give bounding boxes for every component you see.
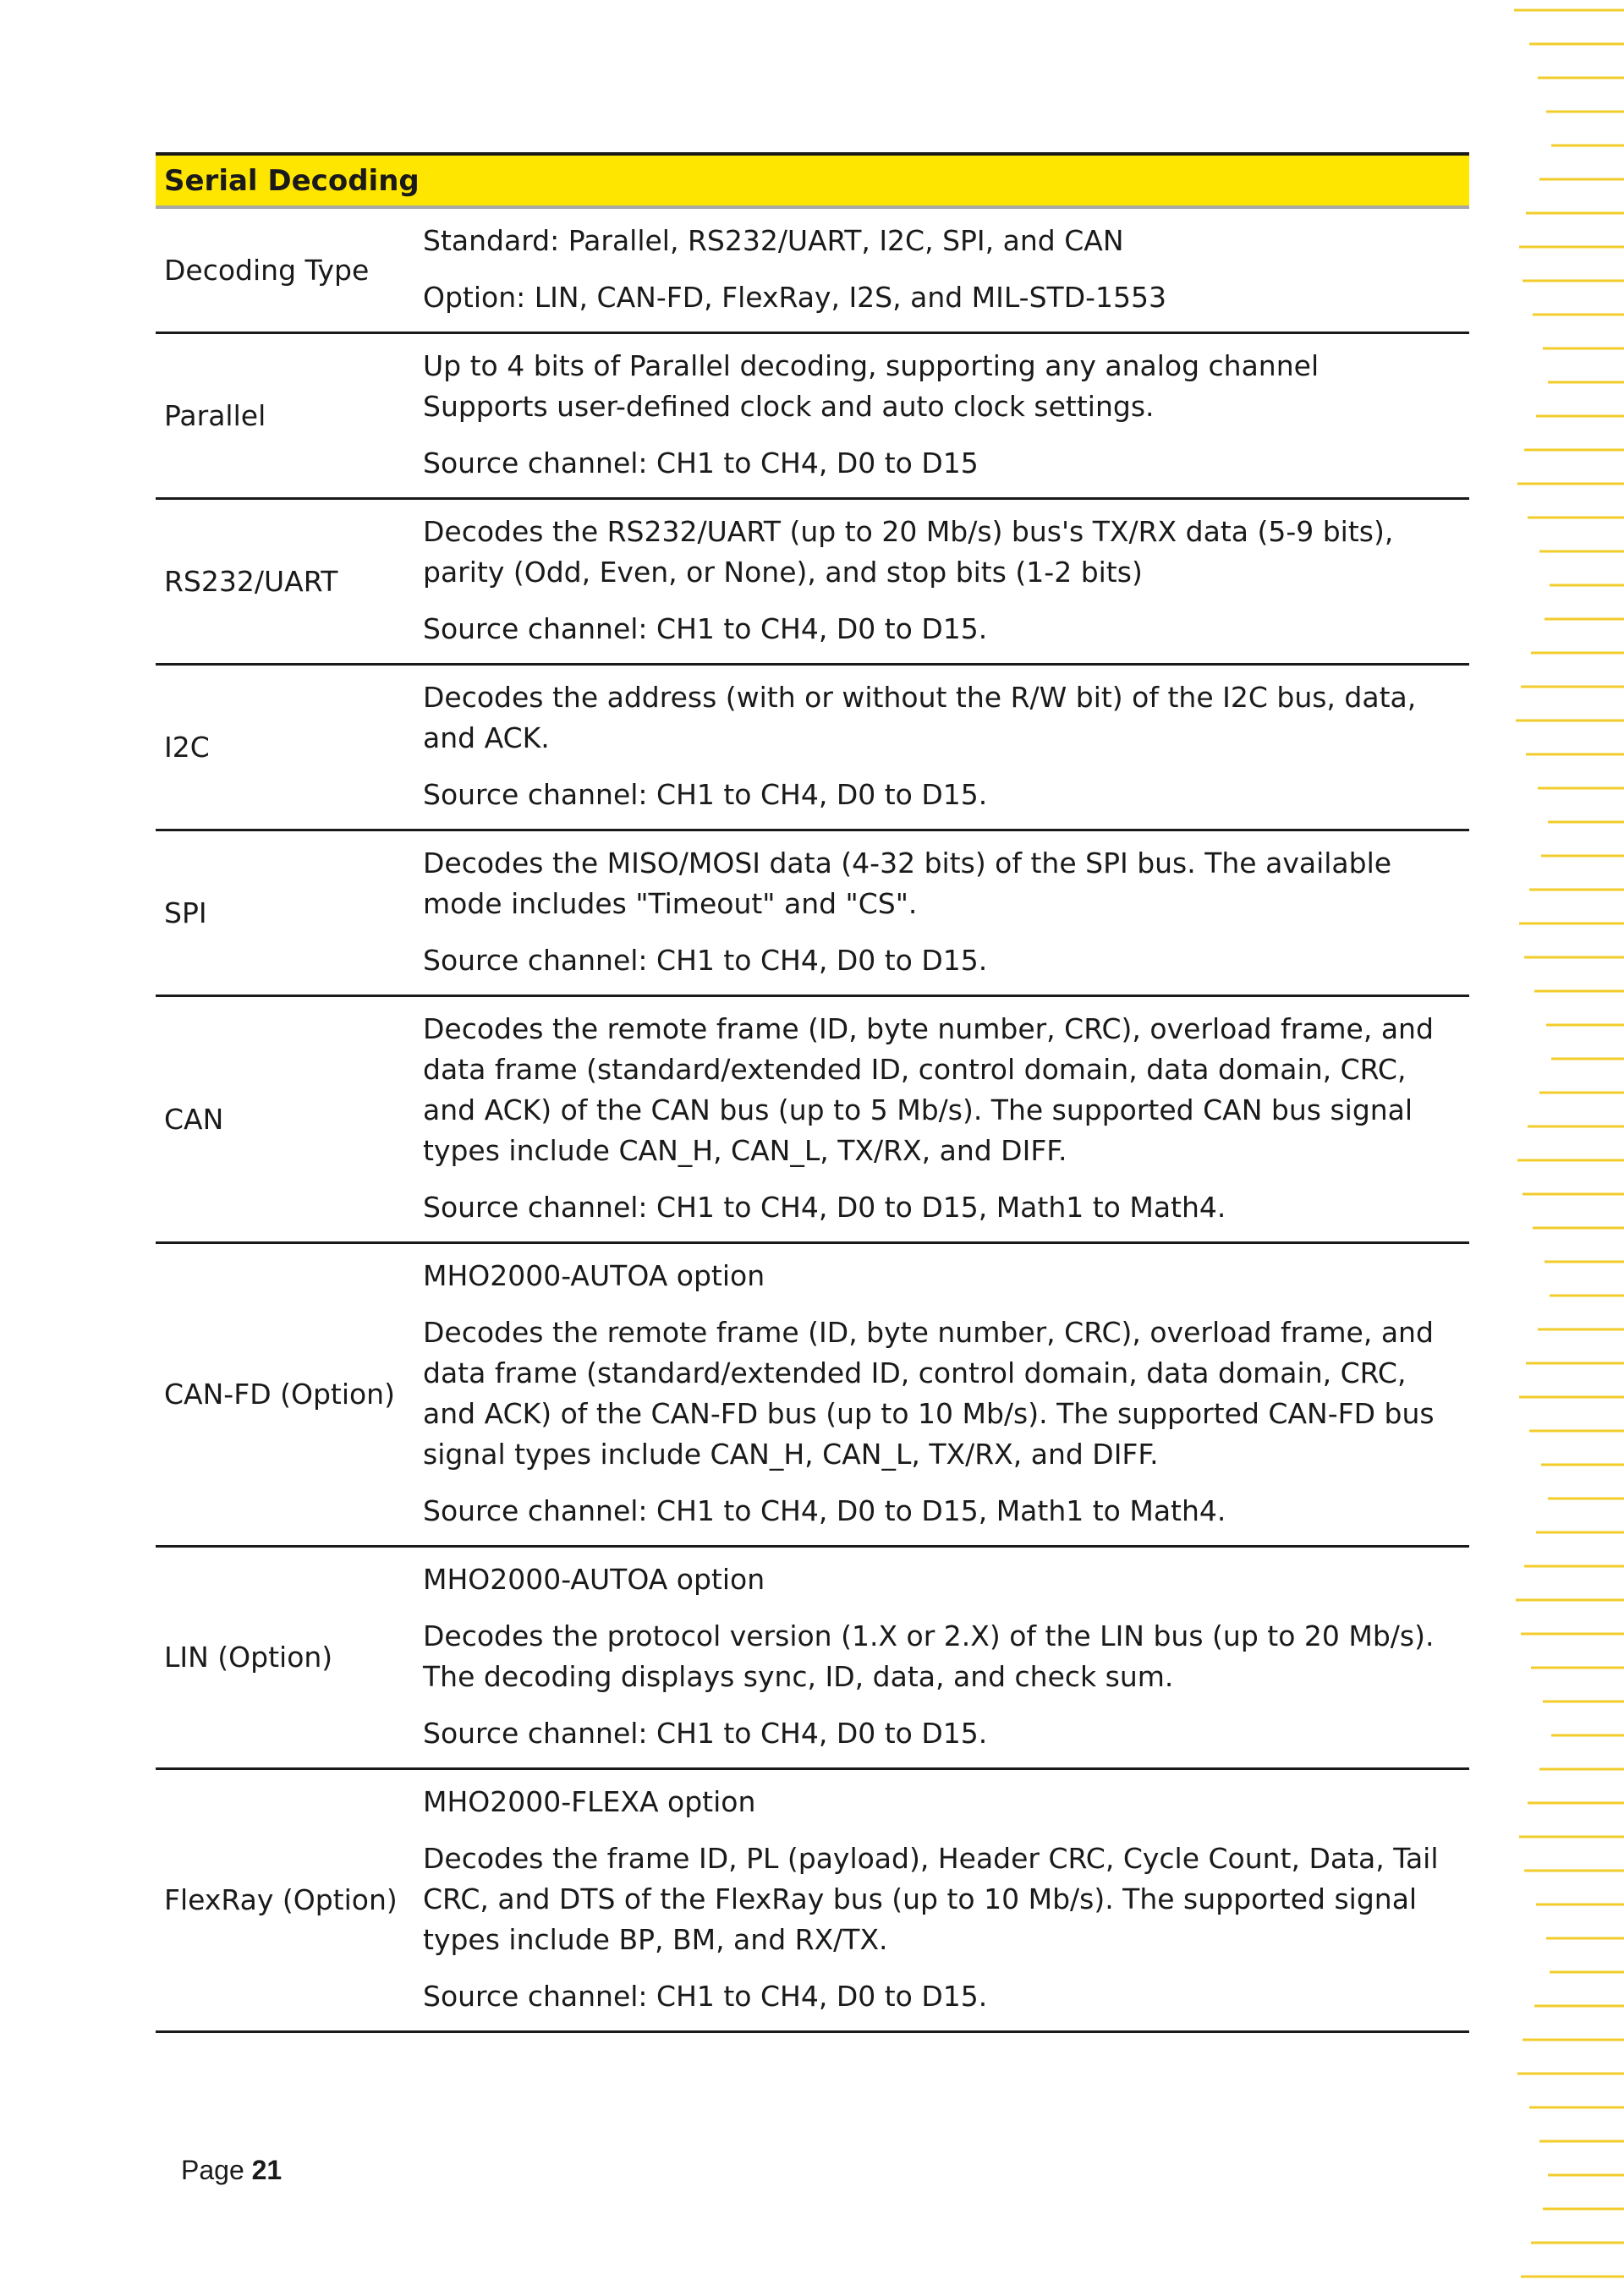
section-header-row <box>156 154 1469 207</box>
spec-label: CAN <box>156 996 414 1243</box>
section-title: Serial Decoding <box>156 154 1469 207</box>
spec-description-paragraph: Source channel: CH1 to CH4, D0 to D15, Math1 to Math4. <box>423 1191 1226 1224</box>
spec-description-paragraph: MHO2000-AUTOA option <box>423 1259 765 1292</box>
spec-description-paragraph: MHO2000-AUTOA option <box>423 1563 765 1596</box>
spec-description <box>414 665 1469 830</box>
serial-decoding-spec-table <box>156 152 1469 2033</box>
spec-label: I2C <box>156 665 414 830</box>
spec-description-paragraph: Decodes the frame ID, PL (payload), Header CRC, Cycle Count, Data, Tail CRC, and DTS of the FlexRay bus (up to 10 Mb/s). The supported signal types include BP, BM, and RX/TX. <box>423 1842 1439 1956</box>
spec-row <box>156 665 1469 830</box>
spec-description-paragraph: Decodes the remote frame (ID, byte number, CRC), overload frame, and data frame (standard/extended ID, control domain, data domain, CRC, and ACK) of the CAN bus (up to 5 Mb/s). The supported CAN bus signal types include CAN_H, CAN_L, TX/RX, and DIFF. <box>423 1012 1434 1167</box>
spec-row <box>156 1769 1469 2032</box>
spec-description <box>414 499 1469 665</box>
spec-description-paragraph: Option: LIN, CAN-FD, FlexRay, I2S, and MIL-STD-1553 <box>423 281 1166 314</box>
spec-description-paragraph: MHO2000-FLEXA option <box>423 1785 756 1818</box>
spec-description <box>414 1243 1469 1547</box>
spec-row <box>156 499 1469 665</box>
spec-description-paragraph: Decodes the protocol version (1.X or 2.X) of the LIN bus (up to 20 Mb/s). The decoding displays sync, ID, data, and check sum. <box>423 1619 1435 1693</box>
spec-row <box>156 1547 1469 1769</box>
spec-row <box>156 996 1469 1243</box>
spec-description <box>414 1769 1469 2032</box>
page-label: Page <box>181 2155 244 2185</box>
spec-description <box>414 830 1469 996</box>
spec-row <box>156 207 1469 333</box>
spec-description-paragraph: Decodes the remote frame (ID, byte number, CRC), overload frame, and data frame (standard/extended ID, control domain, data domain, CRC, and ACK) of the CAN-FD bus (up to 10 Mb/s). The supported CAN-FD bus signal types include CAN_H, CAN_L, TX/RX, and DIFF. <box>423 1316 1435 1471</box>
page-number: 21 <box>251 2155 283 2185</box>
spec-label: FlexRay (Option) <box>156 1769 414 2032</box>
spec-description-paragraph: Source channel: CH1 to CH4, D0 to D15. <box>423 944 988 977</box>
spec-label: LIN (Option) <box>156 1547 414 1769</box>
spec-description <box>414 996 1469 1243</box>
spec-row <box>156 830 1469 996</box>
spec-row <box>156 1243 1469 1547</box>
spec-description <box>414 333 1469 499</box>
page-footer <box>181 2153 282 2187</box>
spec-label: RS232/UART <box>156 499 414 665</box>
spec-description <box>414 207 1469 333</box>
spec-description-paragraph: Decodes the address (with or without the R/W bit) of the I2C bus, data, and ACK. <box>423 681 1417 754</box>
decorative-stripe-margin <box>1514 0 1624 2296</box>
spec-label: CAN-FD (Option) <box>156 1243 414 1547</box>
spec-description-paragraph: Decodes the RS232/UART (up to 20 Mb/s) bus's TX/RX data (5-9 bits), parity (Odd, Even, or None), and stop bits (1-2 bits) <box>423 515 1394 589</box>
spec-description-paragraph: Source channel: CH1 to CH4, D0 to D15. <box>423 1717 988 1750</box>
spec-description-paragraph: Source channel: CH1 to CH4, D0 to D15. <box>423 612 988 645</box>
spec-description-paragraph: Source channel: CH1 to CH4, D0 to D15. <box>423 1980 988 2013</box>
spec-description-paragraph: Standard: Parallel, RS232/UART, I2C, SPI, and CAN <box>423 224 1124 257</box>
spec-label: Parallel <box>156 333 414 499</box>
spec-description-paragraph: Source channel: CH1 to CH4, D0 to D15, Math1 to Math4. <box>423 1494 1226 1527</box>
spec-label: Decoding Type <box>156 207 414 333</box>
spec-description-paragraph: Up to 4 bits of Parallel decoding, supporting any analog channel Supports user-defined clock and auto clock settings. <box>423 349 1320 423</box>
spec-label: SPI <box>156 830 414 996</box>
spec-description-paragraph: Decodes the MISO/MOSI data (4-32 bits) of the SPI bus. The available mode includes "Timeout" and "CS". <box>423 847 1392 920</box>
spec-description-paragraph: Source channel: CH1 to CH4, D0 to D15. <box>423 778 988 811</box>
spec-description-paragraph: Source channel: CH1 to CH4, D0 to D15 <box>423 447 979 479</box>
spec-description <box>414 1547 1469 1769</box>
spec-row <box>156 333 1469 499</box>
